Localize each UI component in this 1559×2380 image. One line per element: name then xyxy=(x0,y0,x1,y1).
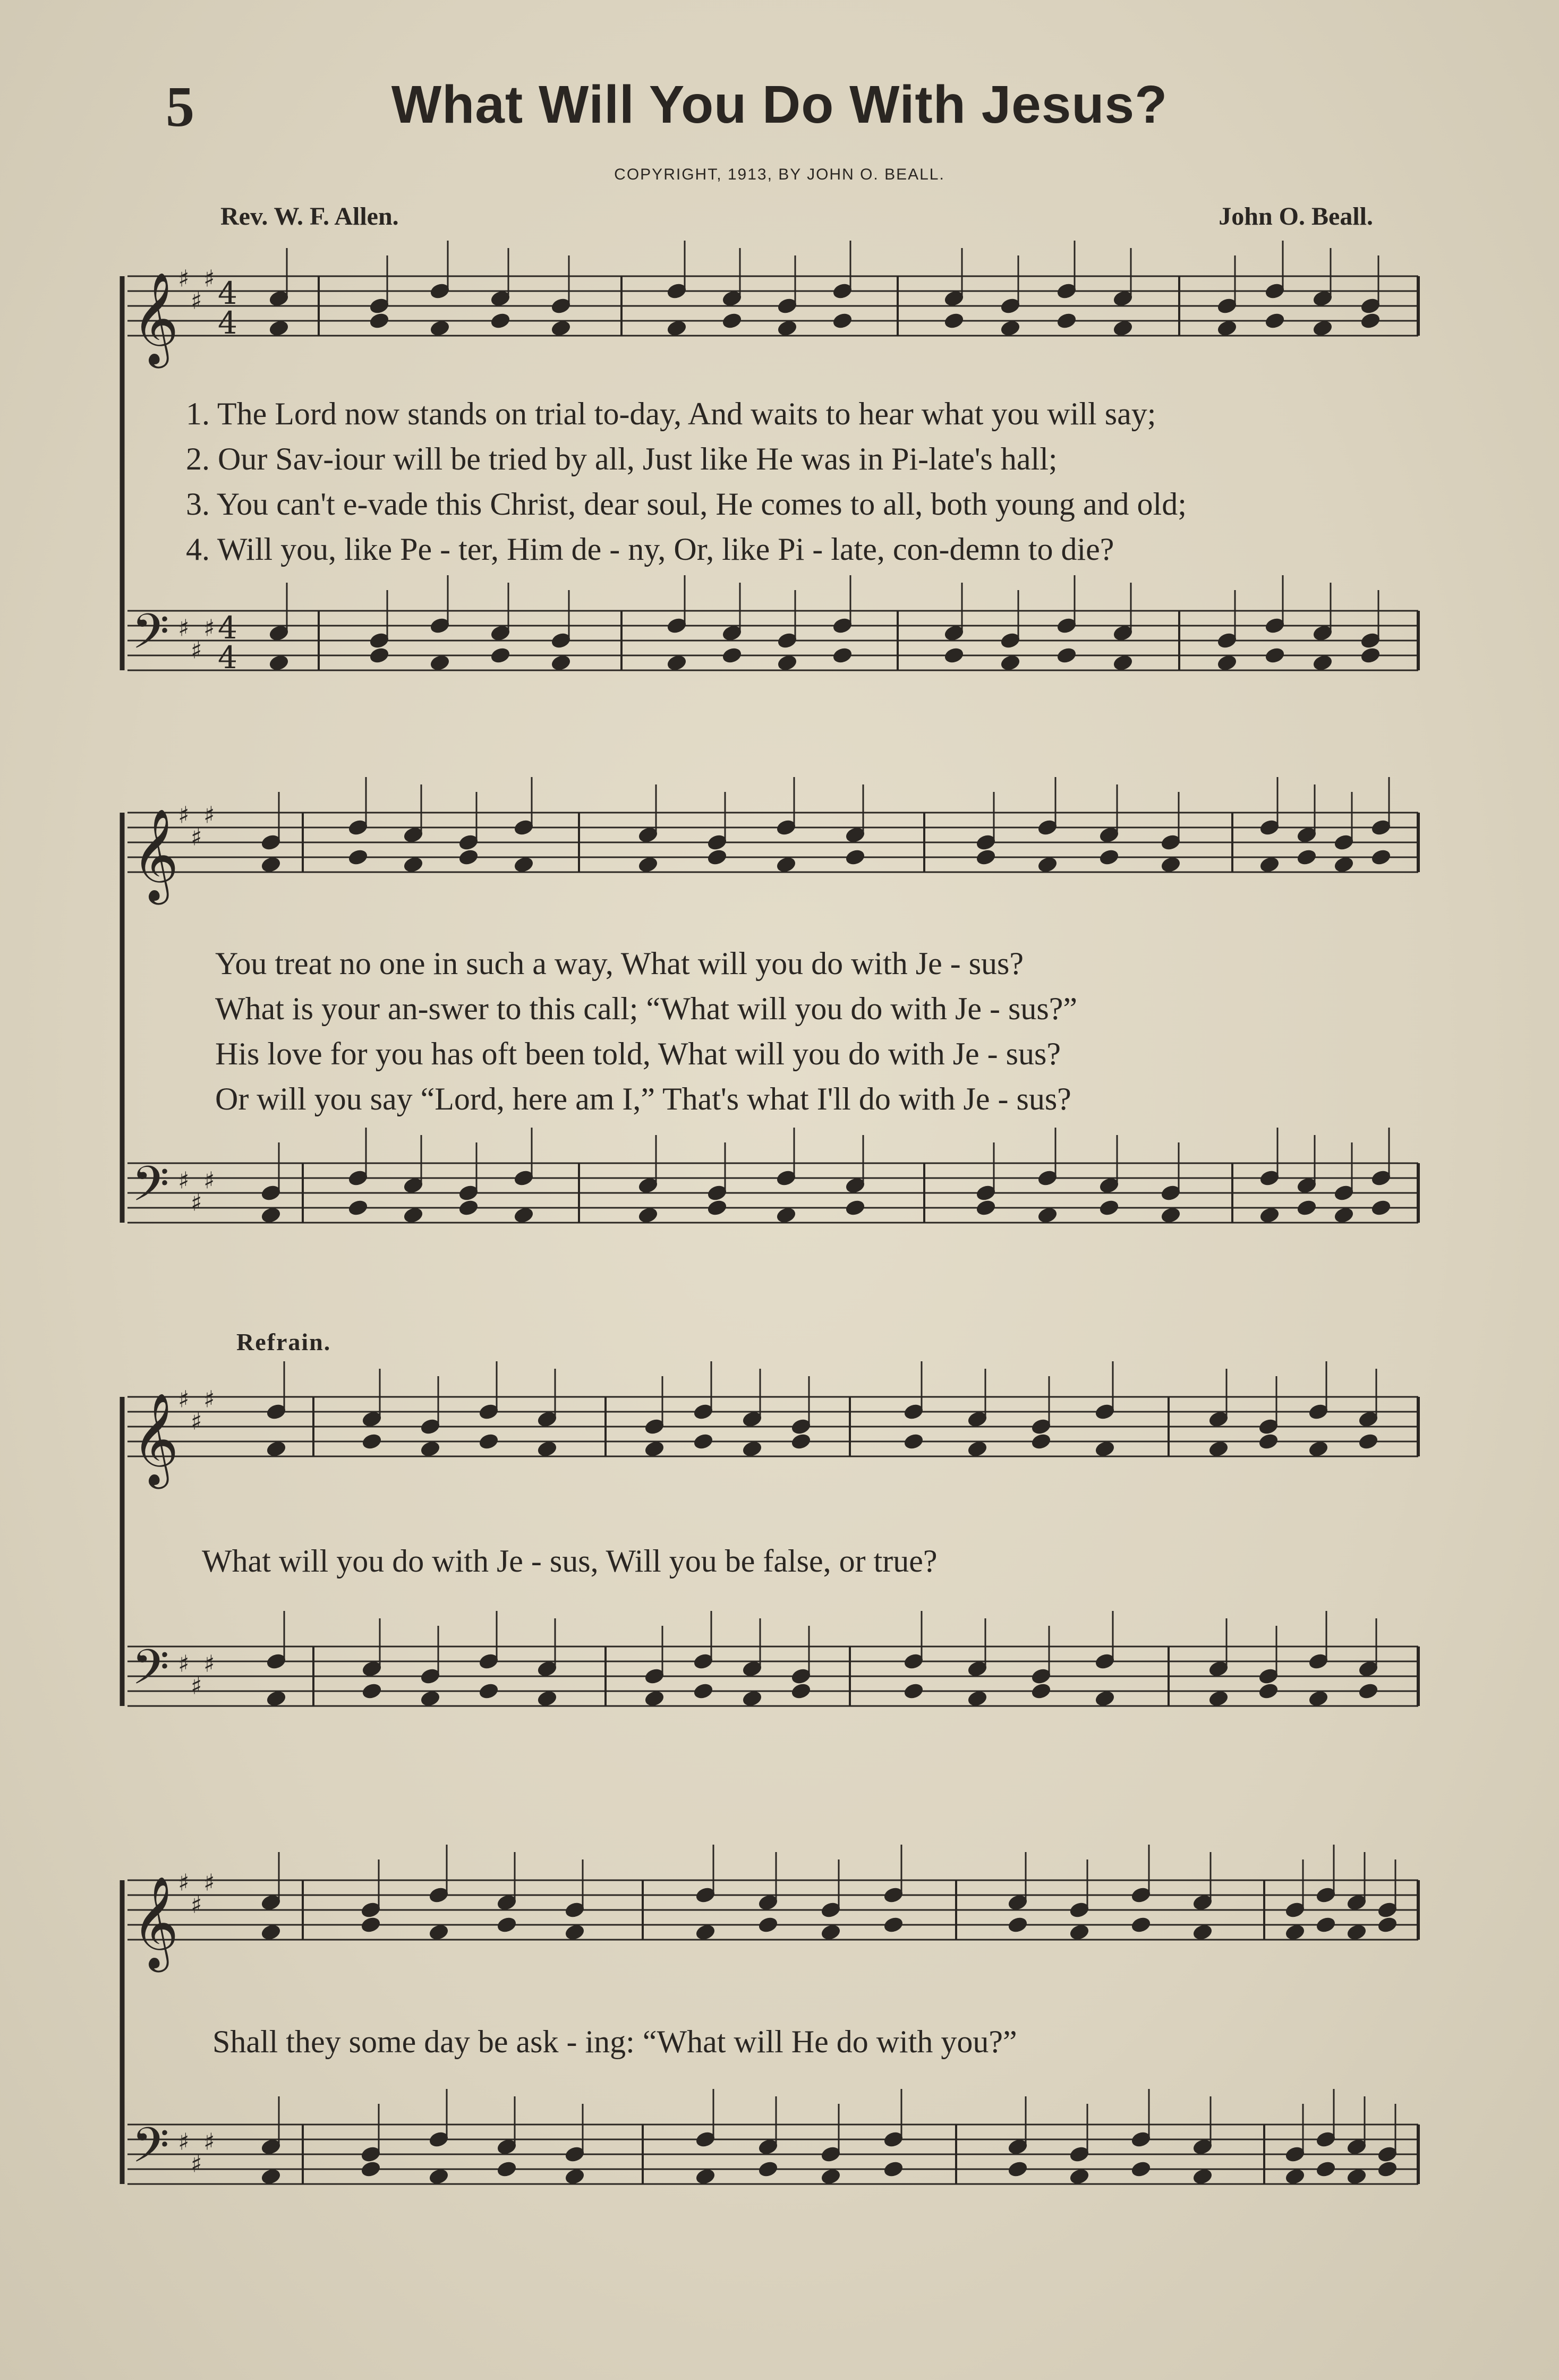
note-head xyxy=(1216,654,1238,672)
note-head xyxy=(1264,312,1285,330)
note-head xyxy=(429,319,450,337)
note-head xyxy=(820,2168,841,2186)
note-head xyxy=(637,1206,659,1224)
notation-glyph: ♯ xyxy=(203,2128,215,2156)
note-head xyxy=(1284,2168,1306,2186)
notation-glyph: ♯ xyxy=(178,1386,190,1413)
note-head xyxy=(1030,1432,1052,1451)
note-head xyxy=(776,856,797,874)
verse-4-line-1: 4. Will you, like Pe - ter, Him de - ny, Or, like Pi - late, con-demn to die? xyxy=(186,532,1114,567)
refrain-line-2: Shall they some day be ask - ing: “What will He do with you?” xyxy=(212,2024,1017,2059)
refrain-label: Refrain. xyxy=(236,1328,331,1355)
note-head xyxy=(268,654,289,672)
note-head xyxy=(943,312,965,330)
notation-glyph: ♯ xyxy=(191,1189,202,1217)
note-head xyxy=(1160,1206,1181,1224)
note-head xyxy=(1208,1440,1229,1458)
lyricist: Rev. W. F. Allen. xyxy=(220,202,399,231)
notation-glyph: ♯ xyxy=(191,637,202,664)
note-head xyxy=(550,654,572,672)
notation-glyph: ♯ xyxy=(191,1673,202,1700)
note-head xyxy=(403,1206,424,1224)
note-head xyxy=(361,1682,382,1700)
note-head xyxy=(832,312,853,330)
note-head xyxy=(458,848,479,866)
note-head xyxy=(360,1916,381,1934)
note-head xyxy=(360,2160,381,2178)
note-head xyxy=(845,848,866,866)
note-head xyxy=(1130,1916,1152,1934)
notation-glyph: ♯ xyxy=(191,287,202,315)
note-head xyxy=(832,646,853,664)
notation-glyph: ♯ xyxy=(191,824,202,851)
notation-glyph: 4 xyxy=(218,639,237,676)
note-head xyxy=(1360,312,1381,330)
note-head xyxy=(1007,1916,1028,1934)
note-head xyxy=(369,312,390,330)
note-head xyxy=(637,856,659,874)
note-head xyxy=(742,1690,763,1708)
note-head xyxy=(1358,1432,1379,1451)
note-head xyxy=(1056,312,1077,330)
notation-glyph: ♯ xyxy=(203,1869,215,1897)
notation-glyph: 𝄢 xyxy=(132,1639,169,1707)
notation-glyph: ♯ xyxy=(203,1167,215,1195)
note-head xyxy=(845,1199,866,1217)
note-head xyxy=(1000,654,1021,672)
notation-glyph: ♯ xyxy=(191,1891,202,1919)
note-head xyxy=(1000,319,1021,337)
note-head xyxy=(721,646,743,664)
note-head xyxy=(347,848,369,866)
note-head xyxy=(536,1440,558,1458)
note-head xyxy=(1333,1206,1354,1224)
notation-glyph: ♯ xyxy=(178,265,190,293)
note-head xyxy=(1259,1206,1280,1224)
note-head xyxy=(1192,2168,1213,2186)
note-head xyxy=(693,1432,714,1451)
note-head xyxy=(666,319,687,337)
note-head xyxy=(1094,1690,1115,1708)
note-head xyxy=(268,319,289,337)
note-head xyxy=(1056,646,1077,664)
note-head xyxy=(260,1923,282,1941)
verse-2-line-1: 2. Our Sav-iour will be tried by all, Just like He was in Pi-late's hall; xyxy=(186,441,1058,476)
notation-glyph: ♯ xyxy=(203,615,215,642)
note-head xyxy=(1346,1923,1367,1941)
note-head xyxy=(266,1440,287,1458)
note-head xyxy=(1284,1923,1306,1941)
note-head xyxy=(1007,2160,1028,2178)
note-head xyxy=(776,1206,797,1224)
note-head xyxy=(757,2160,779,2178)
note-head xyxy=(260,856,282,874)
note-head xyxy=(1037,1206,1058,1224)
note-head xyxy=(1208,1690,1229,1708)
note-head xyxy=(1030,1682,1052,1700)
note-head xyxy=(883,1916,904,1934)
note-head xyxy=(1296,1199,1317,1217)
note-head xyxy=(967,1440,988,1458)
note-head xyxy=(1315,1916,1336,1934)
note-head xyxy=(1192,1923,1213,1941)
note-head xyxy=(695,1923,716,1941)
note-head xyxy=(260,2168,282,2186)
note-head xyxy=(1094,1440,1115,1458)
notation-glyph: ♯ xyxy=(203,1386,215,1413)
note-head xyxy=(550,319,572,337)
notation-glyph: 𝄞 xyxy=(132,808,179,901)
notation-glyph: ♯ xyxy=(178,2128,190,2156)
note-head xyxy=(1258,1432,1279,1451)
note-head xyxy=(564,2168,585,2186)
note-head xyxy=(903,1432,924,1451)
note-head xyxy=(1308,1440,1329,1458)
note-head xyxy=(458,1199,479,1217)
note-head xyxy=(1160,856,1181,874)
note-head xyxy=(496,2160,517,2178)
note-head xyxy=(1258,1682,1279,1700)
notation-glyph: 𝄞 xyxy=(132,1876,179,1968)
composer: John O. Beall. xyxy=(1219,202,1373,231)
notation-glyph: 𝄢 xyxy=(132,2117,169,2185)
notation-glyph: ♯ xyxy=(178,1869,190,1897)
note-head xyxy=(1112,654,1134,672)
verse-3-line-2: His love for you has oft been told, What will you do with Je - sus? xyxy=(215,1036,1061,1071)
note-head xyxy=(1312,654,1333,672)
notation-glyph: ♯ xyxy=(191,2151,202,2178)
note-head xyxy=(943,646,965,664)
note-head xyxy=(790,1432,812,1451)
note-head xyxy=(1259,856,1280,874)
notation-glyph: ♯ xyxy=(203,1650,215,1678)
note-head xyxy=(1370,848,1392,866)
notation-glyph: 𝄢 xyxy=(132,603,169,671)
note-head xyxy=(513,1206,534,1224)
notation-glyph: ♯ xyxy=(191,1408,202,1436)
note-head xyxy=(693,1682,714,1700)
note-head xyxy=(706,848,728,866)
note-head xyxy=(478,1682,499,1700)
note-head xyxy=(420,1440,441,1458)
notation-glyph: ♯ xyxy=(178,1167,190,1195)
note-head xyxy=(361,1432,382,1451)
note-head xyxy=(1098,1199,1120,1217)
note-head xyxy=(1308,1690,1329,1708)
note-head xyxy=(564,1923,585,1941)
note-head xyxy=(513,856,534,874)
notation-glyph: ♯ xyxy=(178,801,190,829)
copyright-line: COPYRIGHT, 1913, BY JOHN O. BEALL. xyxy=(614,166,945,183)
note-head xyxy=(967,1690,988,1708)
note-head xyxy=(820,1923,841,1941)
note-head xyxy=(369,646,390,664)
note-head xyxy=(1296,848,1317,866)
note-head xyxy=(1360,646,1381,664)
note-head xyxy=(1037,856,1058,874)
notation-glyph: ♯ xyxy=(178,1650,190,1678)
hymn-title: What Will You Do With Jesus? xyxy=(391,75,1168,134)
notation-glyph: 𝄢 xyxy=(132,1156,169,1224)
note-head xyxy=(260,1206,282,1224)
note-head xyxy=(536,1690,558,1708)
note-head xyxy=(428,1923,449,1941)
note-head xyxy=(1333,856,1354,874)
note-head xyxy=(790,1682,812,1700)
verse-2-line-2: What is your an-swer to this call; “What will you do with Je - sus?” xyxy=(215,991,1077,1026)
note-head xyxy=(420,1690,441,1708)
note-head xyxy=(490,646,511,664)
note-head xyxy=(742,1440,763,1458)
note-head xyxy=(903,1682,924,1700)
notation-glyph: ♯ xyxy=(203,801,215,829)
note-head xyxy=(975,848,996,866)
note-head xyxy=(428,2168,449,2186)
notation-glyph: ♯ xyxy=(203,265,215,293)
verse-1-line-1: 1. The Lord now stands on trial to-day, And waits to hear what you will say; xyxy=(186,396,1156,431)
note-head xyxy=(1130,2160,1152,2178)
note-head xyxy=(1315,2160,1336,2178)
note-head xyxy=(1377,1916,1398,1934)
note-head xyxy=(721,312,743,330)
note-head xyxy=(347,1199,369,1217)
note-head xyxy=(1216,319,1238,337)
note-head xyxy=(1112,319,1134,337)
note-head xyxy=(1358,1682,1379,1700)
notation-glyph: 𝄞 xyxy=(132,1393,179,1485)
note-head xyxy=(266,1690,287,1708)
note-head xyxy=(777,654,798,672)
verse-1-line-2: You treat no one in such a way, What will you do with Je - sus? xyxy=(215,946,1024,981)
note-head xyxy=(1377,2160,1398,2178)
note-head xyxy=(777,319,798,337)
note-head xyxy=(975,1199,996,1217)
notation-glyph: 4 xyxy=(218,275,237,311)
note-head xyxy=(644,1440,665,1458)
note-head xyxy=(1098,848,1120,866)
note-head xyxy=(490,312,511,330)
note-head xyxy=(695,2168,716,2186)
notation-glyph: 4 xyxy=(218,610,237,646)
note-head xyxy=(883,2160,904,2178)
note-head xyxy=(757,1916,779,1934)
hymn-number: 5 xyxy=(166,75,194,139)
note-head xyxy=(478,1432,499,1451)
notation-glyph: 𝄞 xyxy=(132,272,179,364)
notation-glyph: ♯ xyxy=(178,615,190,642)
note-head xyxy=(1370,1199,1392,1217)
refrain-line-1: What will you do with Je - sus, Will you be false, or true? xyxy=(202,1543,938,1579)
verse-3-line-1: 3. You can't e-vade this Christ, dear soul, He comes to all, both young and old; xyxy=(186,487,1187,522)
note-head xyxy=(1069,2168,1090,2186)
note-head xyxy=(706,1199,728,1217)
note-head xyxy=(1346,2168,1367,2186)
verse-4-line-2: Or will you say “Lord, here am I,” That's what I'll do with Je - sus? xyxy=(215,1081,1071,1116)
note-head xyxy=(644,1690,665,1708)
note-head xyxy=(666,654,687,672)
note-head xyxy=(1264,646,1285,664)
notation-glyph: 4 xyxy=(218,305,237,341)
note-head xyxy=(1312,319,1333,337)
note-head xyxy=(496,1916,517,1934)
note-head xyxy=(403,856,424,874)
note-head xyxy=(1069,1923,1090,1941)
note-head xyxy=(429,654,450,672)
